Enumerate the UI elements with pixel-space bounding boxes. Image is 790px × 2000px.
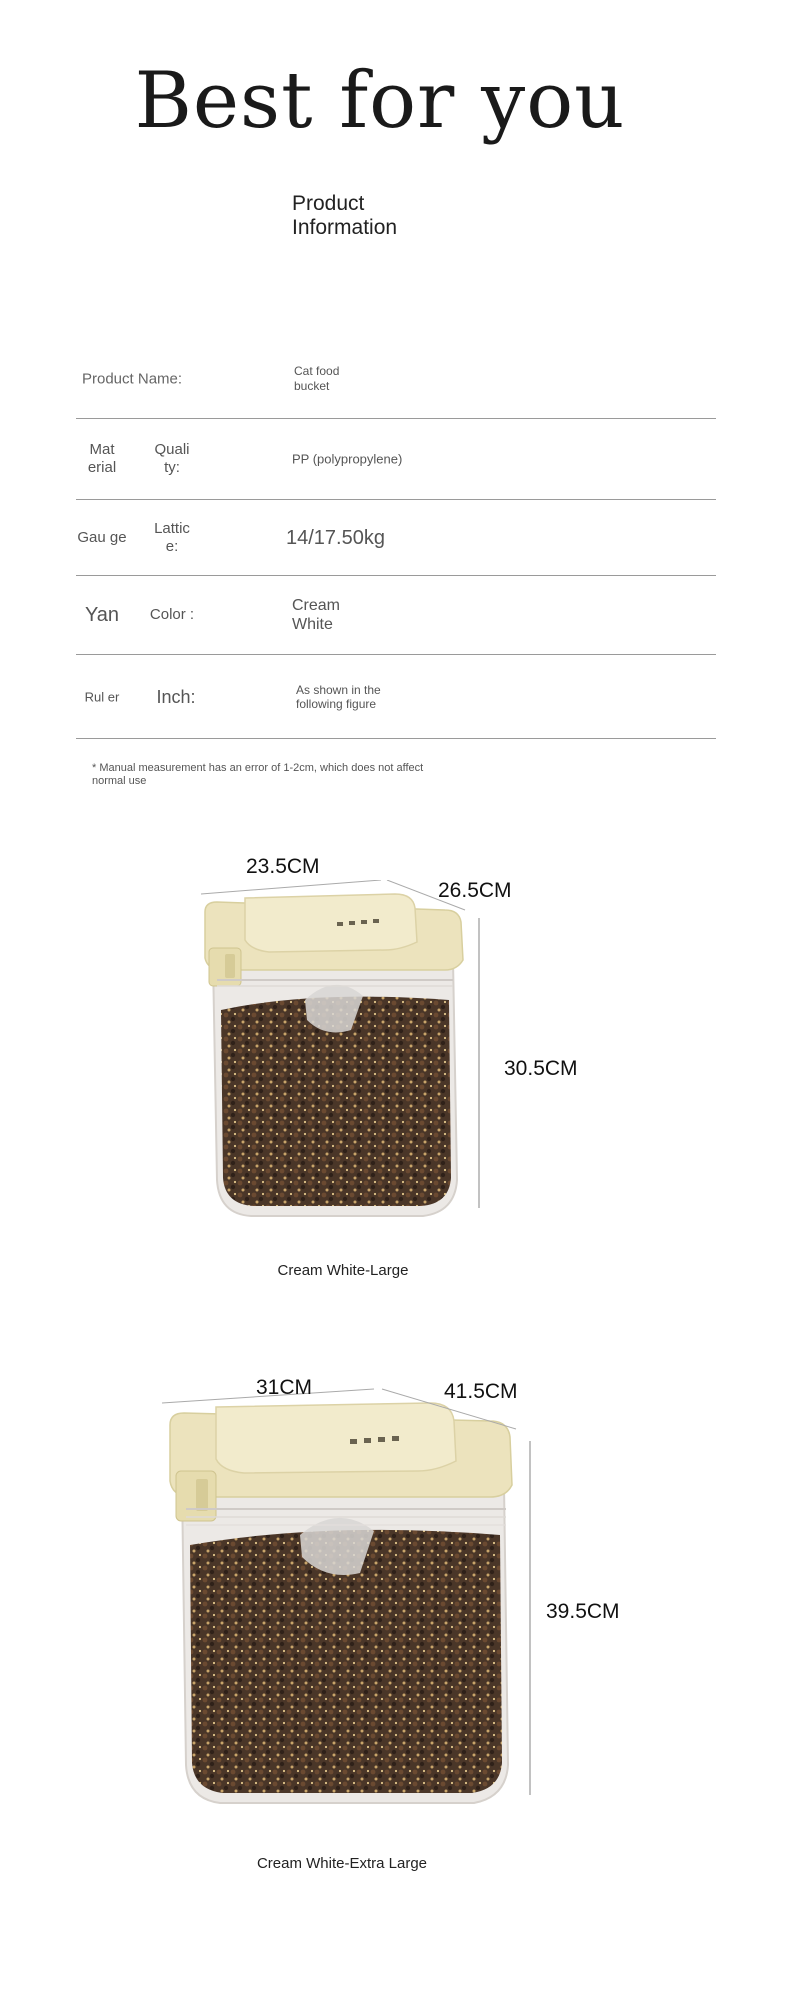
spec-label-b: Color : <box>149 606 195 623</box>
spec-label-b: Inch: <box>156 686 196 707</box>
spec-label-a: Gau ge <box>77 528 127 546</box>
spec-row-color <box>76 576 716 655</box>
spec-label-a: Yan <box>84 604 120 626</box>
spec-value: As shown in the following figure <box>296 682 381 711</box>
spec-row-ruler <box>76 655 716 739</box>
spec-label: Product Name: <box>82 370 183 388</box>
dimension-depth: 26.5CM <box>438 879 512 902</box>
dimension-width: 23.5CM <box>246 855 320 878</box>
product-image-large <box>195 880 515 1240</box>
spec-label-b: Quali ty: <box>154 441 190 476</box>
spec-value: Cream White <box>292 597 341 633</box>
spec-row-product-name <box>76 340 716 419</box>
product-caption: Cream White-Extra Large <box>256 1855 428 1872</box>
spec-value: 14/17.50kg <box>286 526 385 549</box>
spec-label-a: Rul er <box>84 689 120 704</box>
spec-table <box>76 340 716 739</box>
spec-label-b: Lattic e: <box>154 519 190 555</box>
hero-title: Best for you <box>134 56 626 146</box>
dimension-height: 30.5CM <box>504 1057 578 1080</box>
section-title: Product Information <box>292 192 398 239</box>
spec-row-material <box>76 419 716 500</box>
spec-label-a: Mat erial <box>87 441 117 476</box>
dimension-depth: 41.5CM <box>444 1380 518 1403</box>
spec-row-gauge <box>76 500 716 576</box>
product-caption: Cream White-Large <box>277 1262 409 1279</box>
product-image-extra-large <box>160 1385 540 1815</box>
spec-value: Cat food bucket <box>294 364 340 393</box>
dimension-width: 31CM <box>256 1376 313 1399</box>
dimension-height: 39.5CM <box>546 1600 620 1623</box>
spec-value: PP (polypropylene) <box>292 451 403 467</box>
measurement-footnote: * Manual measurement has an error of 1-2cm, which does not affect normal use <box>92 762 424 787</box>
